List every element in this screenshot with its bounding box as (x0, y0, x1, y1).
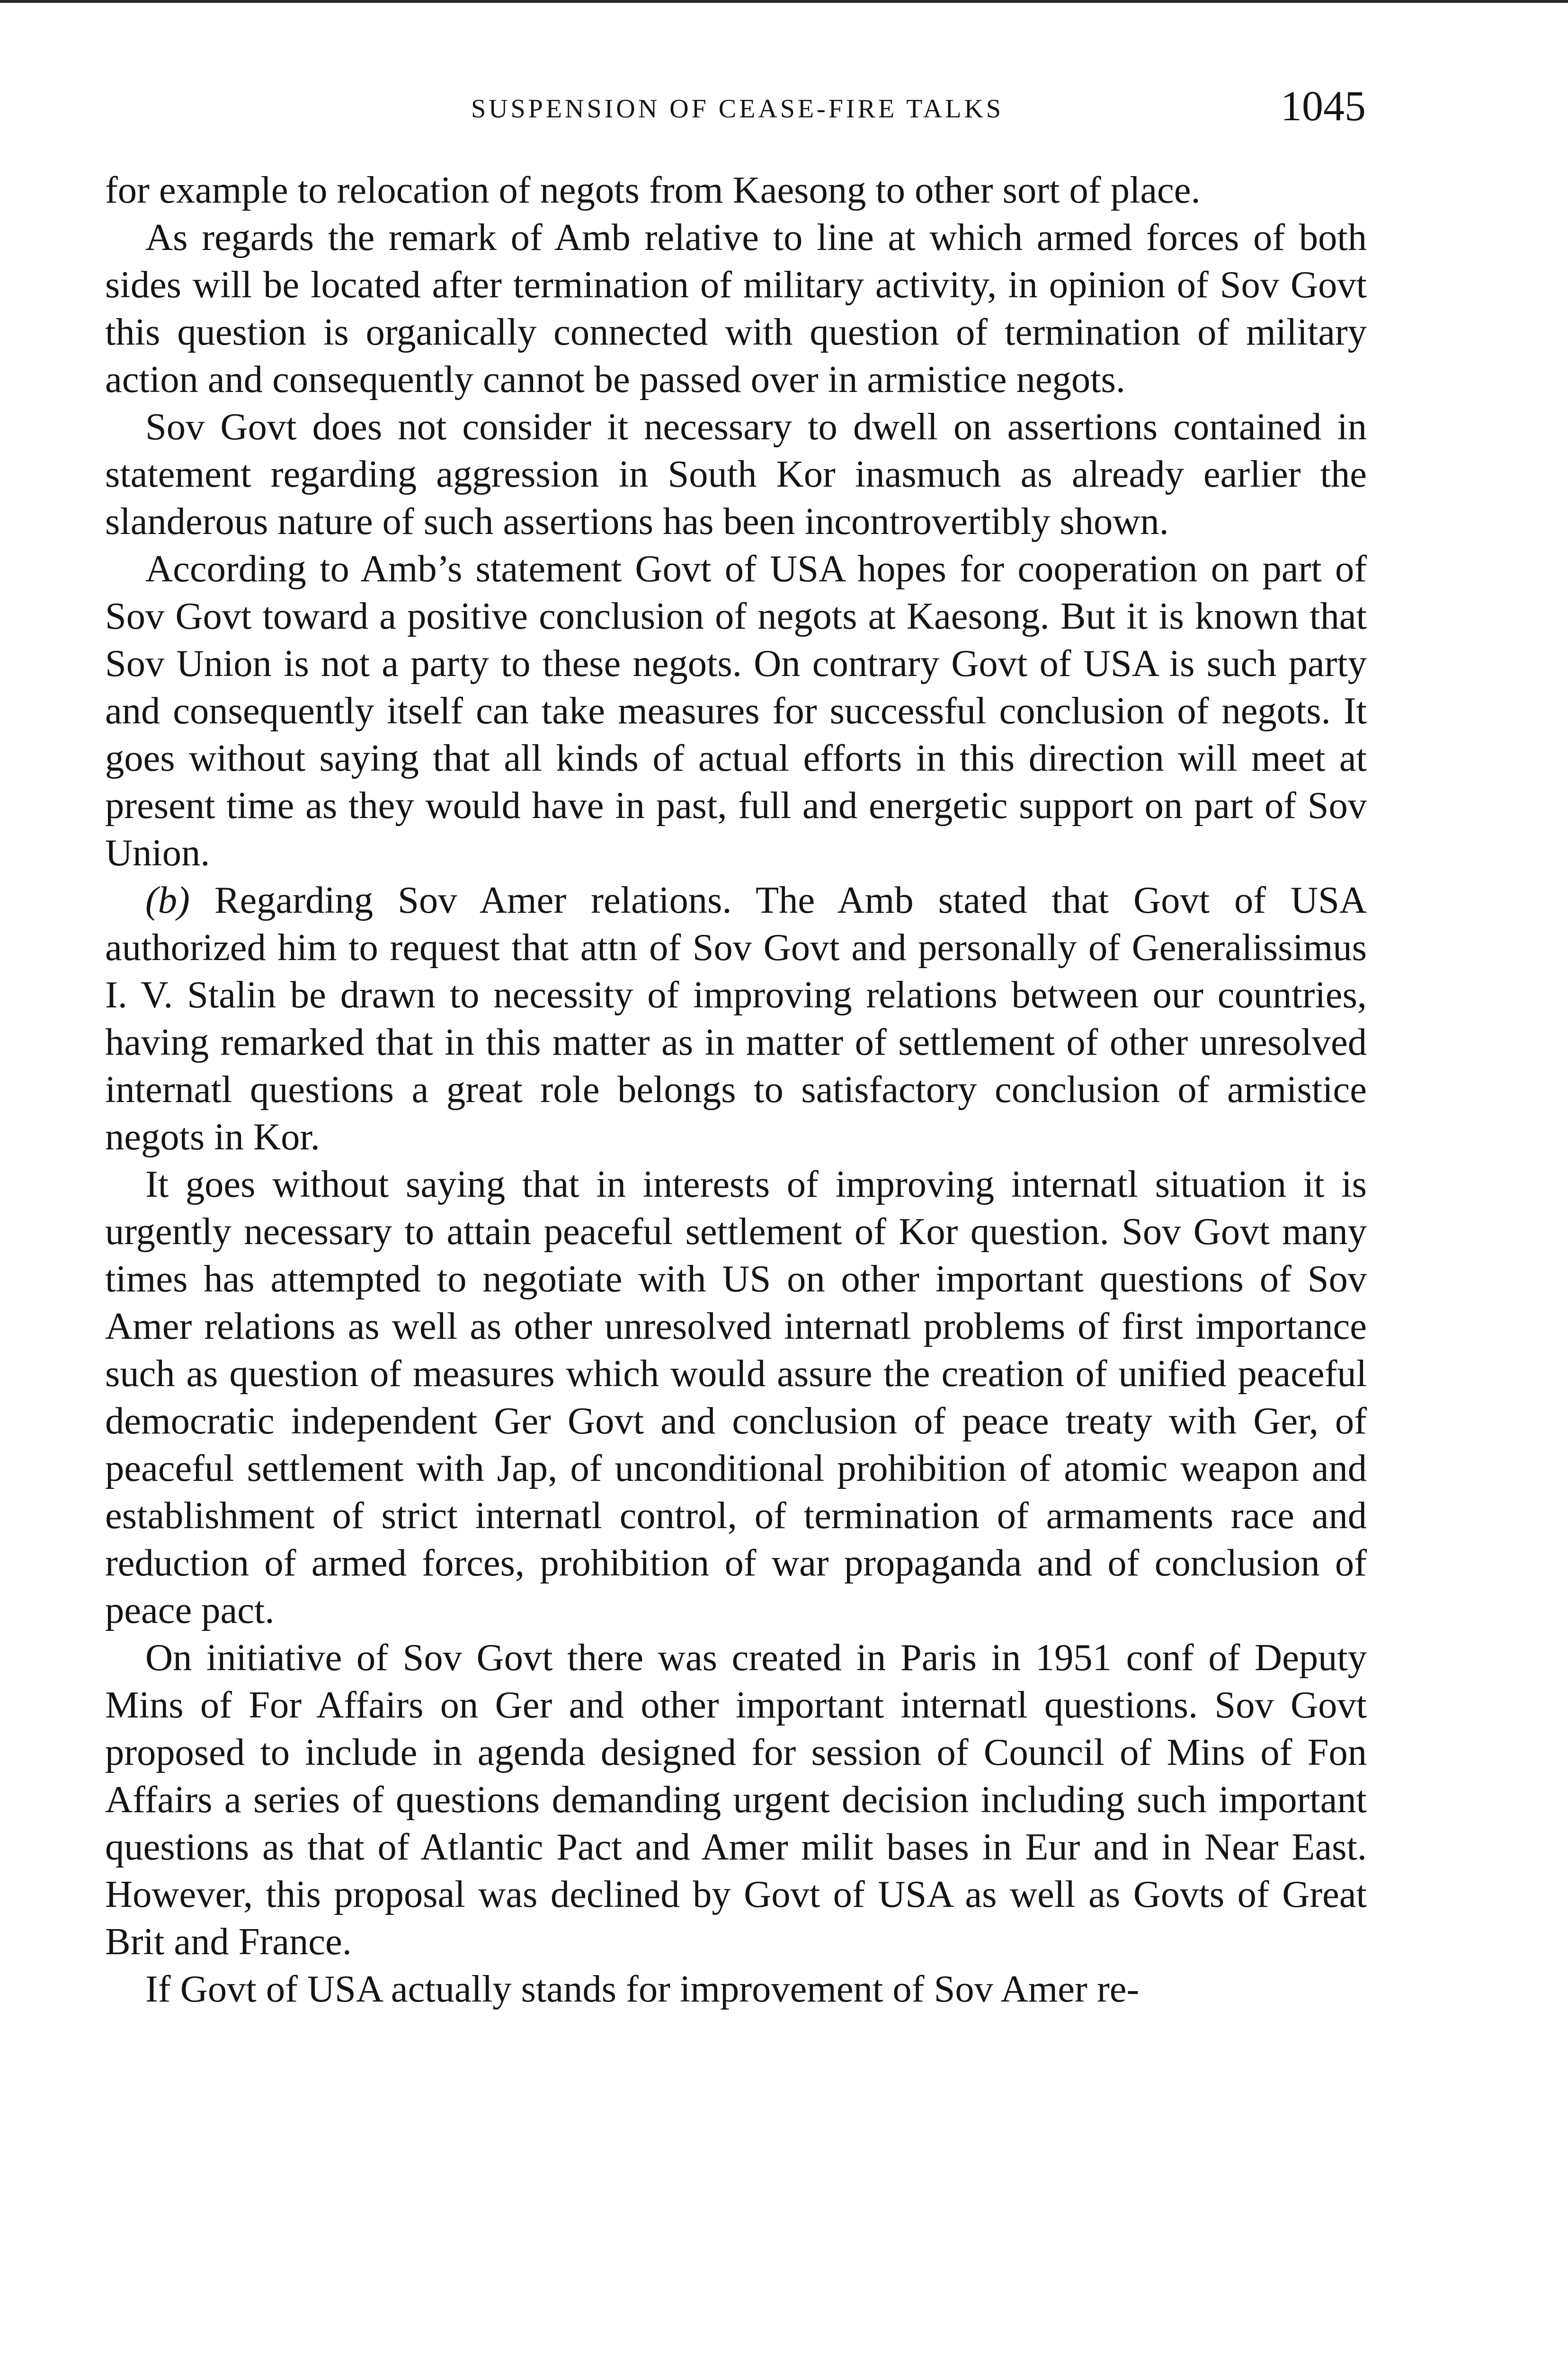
paragraph-1: for example to relocation of negots from Kaesong to other sort of place. (105, 169, 1201, 211)
paragraph-6: It goes without saying that in interests of improving internatl situation it is urgently necessary to attain peaceful settlement of Kor question. Sov Govt many times has attempted to negotiate with US on other important questions of Sov Amer relations as well as other unresolved internatl problems of first importance such as question of measures which would assure the creation of unified peaceful democratic independent Ger Govt and conclusion of peace treaty with Ger, of peaceful settlement with Jap, of unconditional prohibition of atomic weapon and establishment of strict internatl control, of termination of armaments race and reduction of armed forces, prohibition of war propaganda and of conclusion of peace pact. (105, 1163, 1367, 1631)
page-header (109, 80, 1366, 137)
paragraph-4: According to Amb’s statement Govt of USA hopes for cooperation on part of Sov Govt toward a positive conclusion of negots at Kaesong. But it is known that Sov Union is not a party to these negots. On contrary Govt of USA is such party and consequently itself can take measures for successful conclusion of negots. It goes without saying that all kinds of actual efforts in this direction will meet at present time as they would have in past, full and energetic support on part of Sov Union. (105, 548, 1367, 874)
paragraph-8: If Govt of USA actually stands for improvement of Sov Amer re- (145, 1968, 1140, 2010)
paragraph-5-text: Regarding Sov Amer relations. The Amb stated that Govt of USA authorized him to request that attn of Sov Govt and personally of Generalissimus I. V. Stalin be drawn to necessity of improving relations between our countries, having remarked that in this matter as in matter of settlement of other unresolved internatl questions a great role belongs to satisfactory conclusion of armistice negots in Kor. (105, 879, 1367, 1158)
page-number: 1045 (1281, 83, 1366, 130)
paragraph-7: On initiative of Sov Govt there was created in Paris in 1951 conf of Deputy Mins of For Affairs on Ger and other important internatl questions. Sov Govt proposed to include in agenda designed for session of Council of Mins of Fon Affairs a series of questions demanding urgent decision including such important questions as that of Atlantic Pact and Amer milit bases in Eur and in Near East. However, this proposal was declined by Govt of USA as well as Govts of Great Brit and France. (105, 1637, 1367, 1963)
paragraph-3: Sov Govt does not consider it necessary to dwell on assertions contained in statement regarding aggression in South Kor inasmuch as already earlier the slanderous nature of such assertions has been incontrovertibly shown. (105, 406, 1367, 543)
page-top-rule (0, 0, 1568, 3)
running-head: SUSPENSION OF CEASE-FIRE TALKS (471, 94, 1004, 124)
body-text (105, 167, 1367, 2013)
paragraph-5 (105, 877, 1367, 1161)
section-label: (b) (145, 879, 190, 921)
paragraph-2: As regards the remark of Amb relative to line at which armed forces of both sides will be located after termination of military activity, in opinion of Sov Govt this question is organically connected with question of termination of military action and consequently cannot be passed over in armistice negots. (105, 216, 1367, 400)
